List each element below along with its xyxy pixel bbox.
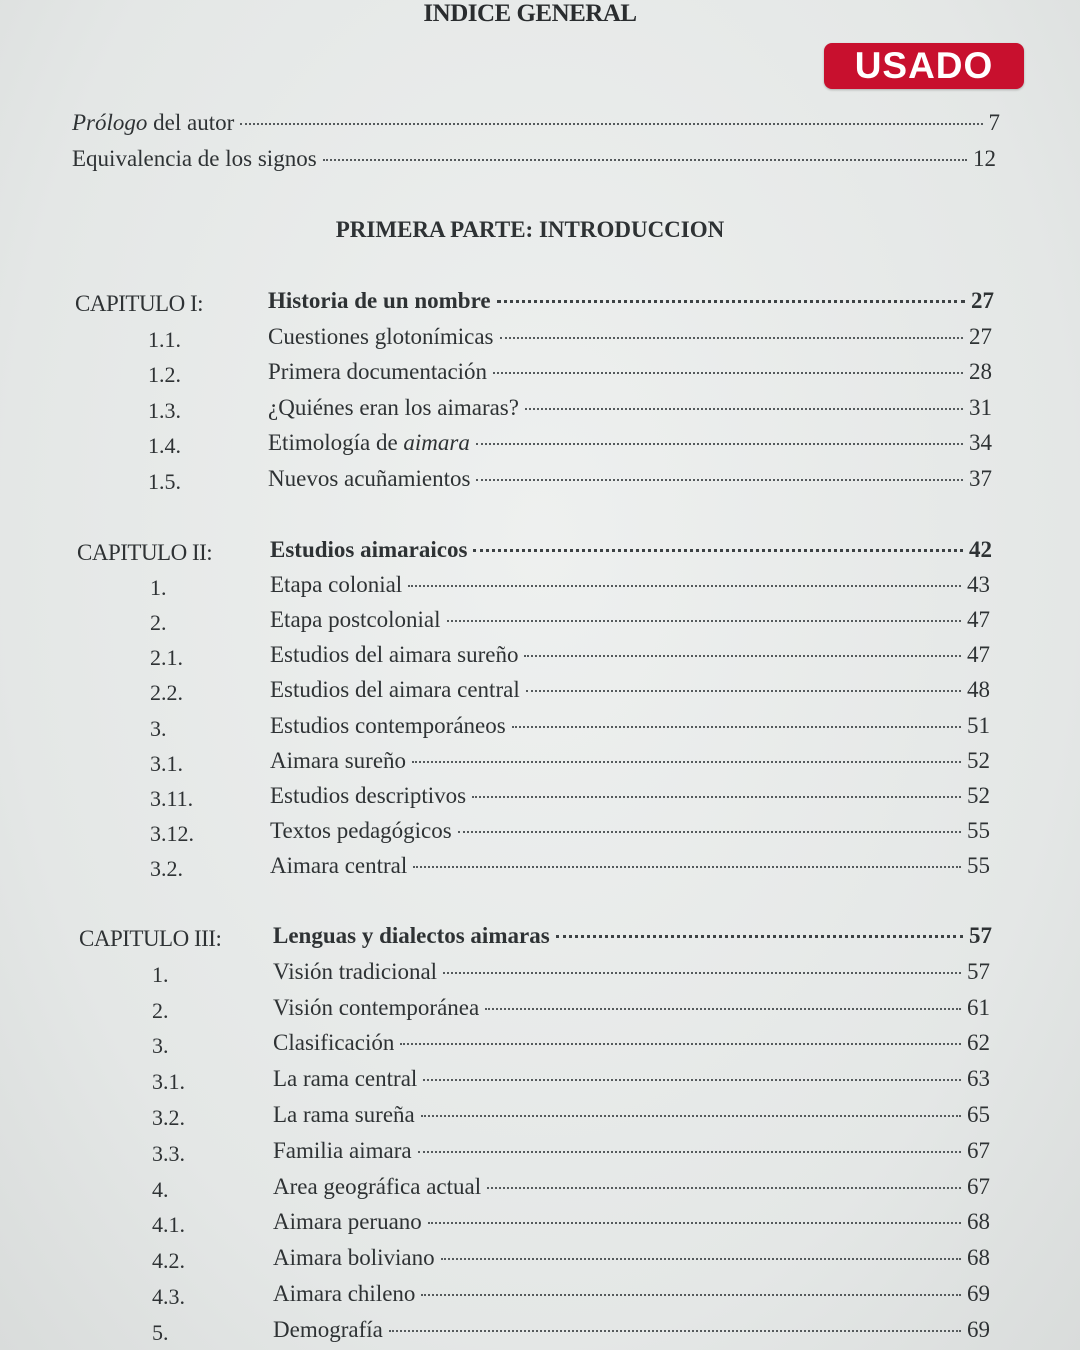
section-number: 1.1. <box>148 326 181 352</box>
section-title: Visión contemporánea <box>273 994 480 1020</box>
section-title: Familia aimara <box>273 1137 412 1163</box>
toc-entry-page: 12 <box>973 146 996 171</box>
section-title: La rama sureña <box>273 1102 415 1127</box>
section-number: 1.2. <box>148 362 181 388</box>
section-title: Nuevos acuñamientos <box>268 466 471 491</box>
section-number: 4.1. <box>152 1212 185 1238</box>
section-title: Estudios contemporáneos <box>270 712 506 738</box>
section-page: 68 <box>967 1209 990 1235</box>
section-page: 47 <box>967 642 990 668</box>
chapter-title-row <box>270 537 992 567</box>
section-page: 69 <box>967 1316 990 1342</box>
leader-dots <box>512 726 961 728</box>
section-number: 4.2. <box>152 1248 185 1274</box>
leader-dots <box>400 1043 961 1045</box>
section-number: 2. <box>152 997 169 1023</box>
section-title: Aimara central <box>270 852 408 878</box>
leader-dots <box>497 300 965 303</box>
section-row <box>268 324 992 354</box>
section-page: 28 <box>969 359 992 385</box>
leader-dots <box>418 1151 961 1153</box>
section-page: 48 <box>967 677 990 703</box>
section-row <box>270 642 990 672</box>
section-row <box>273 959 990 989</box>
leader-dots <box>408 585 961 587</box>
section-number: 1.4. <box>148 433 181 459</box>
section-page: 68 <box>967 1245 990 1271</box>
leader-dots <box>500 337 963 339</box>
chapter-page: 27 <box>971 288 994 313</box>
toc-entry-label: Equivalencia de los signos <box>72 146 317 171</box>
leader-dots <box>421 1294 961 1296</box>
section-row <box>273 1317 990 1347</box>
section-row <box>270 783 990 813</box>
section-page: 52 <box>967 747 990 773</box>
section-title: Cuestiones glotonímicas <box>268 323 494 349</box>
leader-dots <box>323 159 967 161</box>
section-number: 3.2. <box>152 1105 185 1130</box>
section-page: 69 <box>967 1281 990 1306</box>
section-row <box>270 853 990 883</box>
section-number: 1.5. <box>148 469 181 494</box>
section-title: Demografía <box>273 1316 383 1342</box>
leader-dots <box>423 1079 961 1081</box>
leader-dots <box>487 1187 961 1189</box>
section-row <box>270 748 990 778</box>
toc-entry-prologo <box>72 110 1000 140</box>
section-title: La rama central <box>273 1066 418 1092</box>
leader-dots <box>458 831 961 833</box>
chapter-page: 57 <box>969 923 992 948</box>
leader-dots <box>493 372 963 374</box>
toc-entry-equivalencia <box>72 146 996 176</box>
section-number: 3.1. <box>150 750 183 776</box>
chapter-title: Estudios aimaraicos <box>270 537 468 562</box>
leader-dots <box>476 443 963 445</box>
section-page: 62 <box>967 1030 990 1056</box>
section-title: Etimología de aimara <box>268 430 470 456</box>
section-number: 1.3. <box>148 397 181 423</box>
section-row <box>268 359 992 389</box>
section-title: Aimara peruano <box>273 1209 422 1235</box>
section-number: 2.2. <box>150 680 183 706</box>
chapter-label: CAPITULO III: <box>79 926 222 951</box>
leader-dots <box>389 1330 961 1332</box>
section-row <box>268 395 992 425</box>
leader-dots <box>485 1008 961 1010</box>
leader-dots <box>421 1115 961 1117</box>
section-number: 3. <box>150 715 167 741</box>
leader-dots <box>240 123 982 125</box>
section-title: Visión tradicional <box>273 958 438 984</box>
toc-entry-label: Prólogo del autor <box>72 110 235 135</box>
section-row <box>270 572 990 602</box>
section-page: 43 <box>967 572 990 598</box>
leader-dots <box>473 549 963 552</box>
section-number: 3.2. <box>150 855 183 881</box>
leader-dots <box>524 655 961 657</box>
section-number: 3.3. <box>152 1140 185 1166</box>
section-row <box>268 466 992 496</box>
index-title: INDICE GENERAL <box>423 0 637 27</box>
section-row <box>270 607 990 637</box>
section-title: Estudios descriptivos <box>270 782 467 808</box>
section-page: 57 <box>967 958 990 984</box>
section-page: 65 <box>967 1102 990 1127</box>
toc-entry-page: 7 <box>988 110 1000 135</box>
section-row <box>268 430 992 460</box>
chapter-title-row <box>273 923 992 953</box>
leader-dots <box>556 935 963 938</box>
section-row <box>273 1030 990 1060</box>
section-number: 4.3. <box>152 1284 185 1309</box>
section-row <box>273 995 990 1025</box>
section-title: Textos pedagógicos <box>270 817 452 843</box>
section-title: Etapa colonial <box>270 572 403 598</box>
chapter-label: CAPITULO I: <box>75 291 204 316</box>
section-page: 67 <box>967 1137 990 1163</box>
section-page: 63 <box>967 1066 990 1092</box>
section-title: Primera documentación <box>268 359 488 385</box>
section-row <box>273 1281 990 1311</box>
section-title: Estudios del aimara sureño <box>270 642 519 668</box>
section-number: 1. <box>150 575 167 601</box>
section-title: Etapa postcolonial <box>270 607 441 633</box>
section-title: ¿Quiénes eran los aimaras? <box>268 394 519 420</box>
section-title: Area geográfica actual <box>273 1173 482 1199</box>
leader-dots <box>441 1258 961 1260</box>
section-row <box>270 677 990 707</box>
section-number: 3. <box>152 1033 169 1059</box>
section-page: 47 <box>967 607 990 633</box>
section-page: 51 <box>967 712 990 738</box>
section-number: 3.11. <box>150 785 194 811</box>
section-row <box>273 1138 990 1168</box>
used-badge: USADO <box>824 43 1024 89</box>
chapter-page: 42 <box>969 537 992 562</box>
section-page: 52 <box>967 782 990 808</box>
section-row <box>270 818 990 848</box>
leader-dots <box>428 1222 961 1224</box>
section-row <box>273 1066 990 1096</box>
chapter-label: CAPITULO II: <box>77 540 213 565</box>
section-title: Aimara chileno <box>273 1281 416 1306</box>
section-title: Aimara boliviano <box>273 1245 435 1271</box>
section-title: Clasificación <box>273 1030 395 1056</box>
leader-dots <box>412 761 961 763</box>
section-page: 61 <box>967 994 990 1020</box>
section-number: 2. <box>150 610 167 636</box>
leader-dots <box>525 408 963 410</box>
section-row <box>273 1209 990 1239</box>
leader-dots <box>447 620 961 622</box>
chapter-title: Historia de un nombre <box>268 288 491 313</box>
part-title: PRIMERA PARTE: INTRODUCCION <box>335 217 725 242</box>
section-title: Estudios del aimara central <box>270 677 520 703</box>
leader-dots <box>472 796 961 798</box>
section-page: 34 <box>969 430 992 456</box>
section-page: 67 <box>967 1173 990 1199</box>
section-page: 27 <box>969 323 992 349</box>
leader-dots <box>443 972 961 974</box>
section-row <box>273 1174 990 1204</box>
section-page: 55 <box>967 852 990 878</box>
leader-dots <box>413 866 961 868</box>
section-number: 3.1. <box>152 1069 185 1095</box>
section-title: Aimara sureño <box>270 747 407 773</box>
section-number: 1. <box>152 961 169 987</box>
section-number: 4. <box>152 1176 169 1202</box>
chapter-title: Lenguas y dialectos aimaras <box>273 923 550 948</box>
leader-dots <box>526 690 961 692</box>
section-row <box>273 1245 990 1275</box>
section-row <box>270 713 990 743</box>
section-page: 37 <box>969 466 992 491</box>
section-number: 5. <box>152 1319 169 1345</box>
chapter-title-row <box>268 288 994 318</box>
section-page: 31 <box>969 394 992 420</box>
section-row <box>273 1102 990 1132</box>
section-page: 55 <box>967 817 990 843</box>
section-number: 2.1. <box>150 645 183 671</box>
leader-dots <box>476 479 963 481</box>
section-number: 3.12. <box>150 820 194 846</box>
